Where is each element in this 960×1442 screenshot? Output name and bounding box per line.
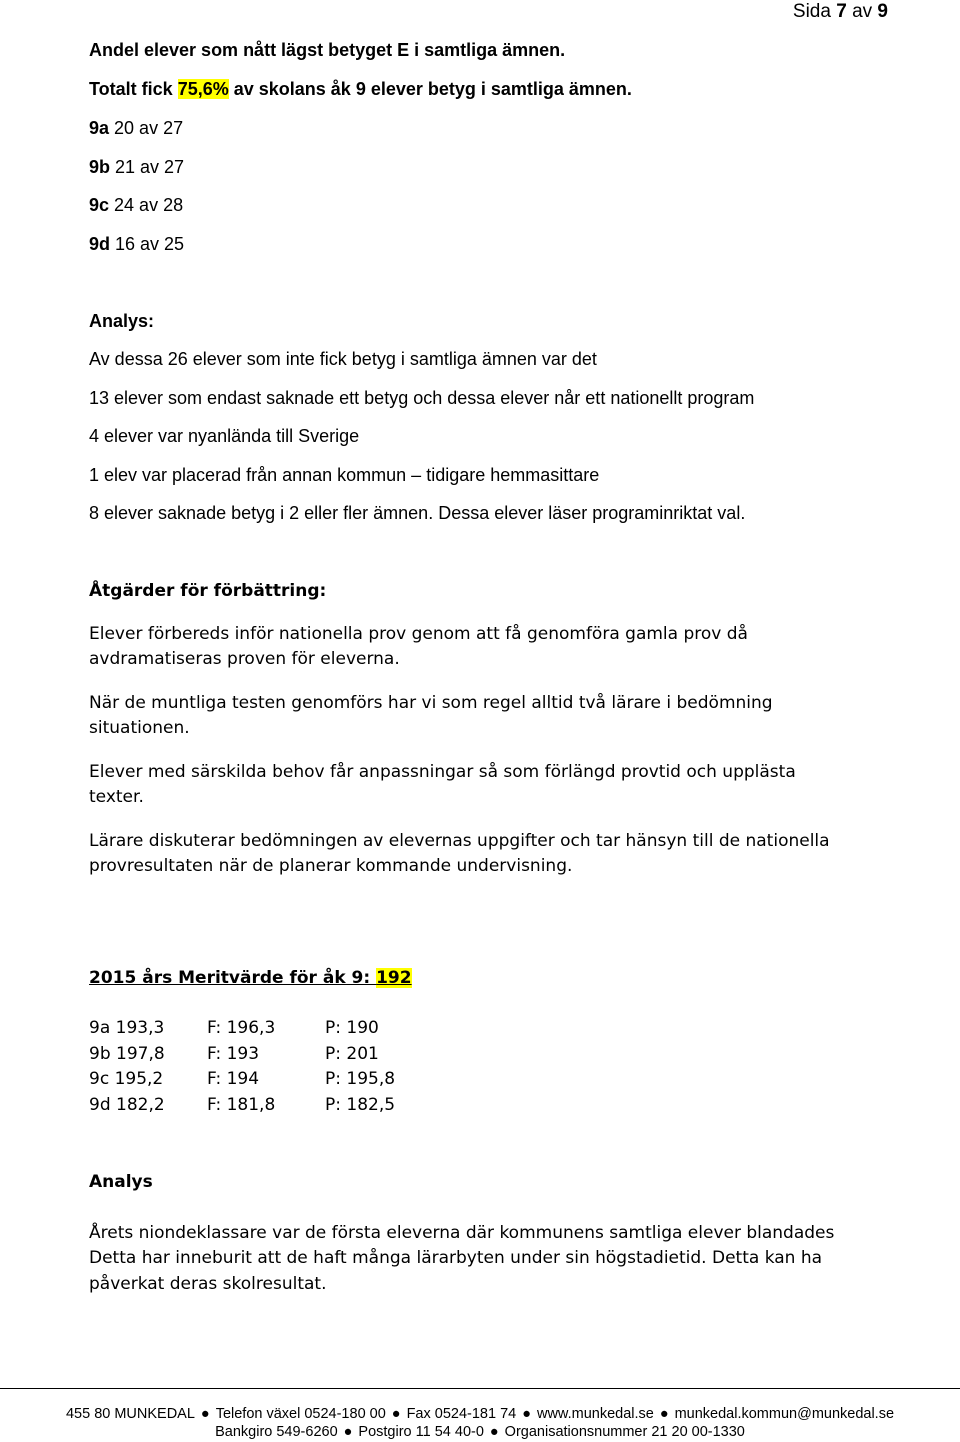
merit-boys: P: 201 — [325, 1043, 379, 1064]
merit-row — [89, 1016, 395, 1042]
footer-bankgiro: Bankgiro 549-6260 — [215, 1424, 338, 1440]
class-row — [89, 231, 184, 257]
merit-total: 9a 193,3 — [89, 1018, 165, 1038]
class-result: 21 av 27 — [110, 157, 185, 177]
merit-girls: F: 181,8 — [207, 1094, 276, 1115]
analysis-heading: Analys: — [89, 311, 155, 331]
measure-paragraph-line: När de muntliga testen genomförs har vi som regel alltid två lärare i bedömning — [89, 693, 773, 713]
merit-heading — [89, 965, 412, 991]
footer-website-link[interactable]: www.munkedal.se — [536, 1406, 654, 1422]
page-total: 9 — [877, 1, 888, 22]
analysis2-line: Detta har inneburit att de haft många lärarbyten under sin högstadietid. Detta kan ha — [89, 1248, 823, 1268]
measure-paragraph-line: Elever förbereds inför nationella prov genom att få genomföra gamla prov då — [89, 624, 748, 644]
merit-heading-value: 192 — [376, 968, 412, 988]
merit-table — [89, 1016, 395, 1118]
merit-total: 9d 182,2 — [89, 1094, 165, 1115]
bullet-icon: ● — [489, 1424, 499, 1440]
merit-boys: P: 190 — [325, 1018, 379, 1038]
measure-paragraph-line: avdramatiseras proven för eleverna. — [89, 649, 400, 669]
footer-line-2 — [0, 1423, 960, 1441]
page-number-separator: av — [846, 1, 878, 22]
footer-address: 455 80 MUNKEDAL — [65, 1406, 195, 1422]
class-row — [89, 115, 183, 141]
footer-org-number: Organisationsnummer 21 20 00-1330 — [504, 1424, 745, 1440]
page-current: 7 — [836, 1, 847, 22]
merit-row — [89, 1093, 395, 1119]
merit-boys: P: 195,8 — [325, 1069, 396, 1089]
bullet-icon: ● — [522, 1406, 531, 1422]
class-result: 16 av 25 — [110, 234, 185, 254]
merit-girls: F: 196,3 — [207, 1018, 276, 1038]
footer-fax: Fax 0524-181 74 — [406, 1406, 517, 1422]
class-row — [89, 154, 184, 180]
merit-heading-label: 2015 års Meritvärde för åk 9: — [89, 968, 377, 988]
class-row — [89, 192, 183, 218]
merit-girls: F: 194 — [207, 1069, 260, 1089]
class-result: 24 av 28 — [109, 195, 184, 215]
analysis2-line: Årets niondeklassare var de första eleverna där kommunens samtliga elever blandades — [89, 1223, 835, 1243]
analysis-line: 13 elever som endast saknade ett betyg och dessa elever når ett nationellt program — [89, 388, 755, 408]
measure-paragraph-line: texter. — [89, 787, 144, 807]
class-name: 9a — [89, 118, 110, 138]
measure-paragraph-line: Lärare diskuterar bedömningen av elevernas uppgifter och tar hänsyn till de nationella — [89, 831, 830, 851]
bullet-icon: ● — [200, 1406, 210, 1422]
merit-total: 9c 195,2 — [89, 1069, 164, 1089]
bullet-icon: ● — [343, 1424, 353, 1440]
footer-divider — [0, 1388, 960, 1389]
merit-girls: F: 193 — [207, 1043, 260, 1064]
total-prefix: Totalt fick — [89, 79, 178, 99]
bullet-icon: ● — [659, 1406, 669, 1422]
measure-paragraph-line: provresultaten när de planerar kommande undervisning. — [89, 856, 573, 876]
merit-total: 9b 197,8 — [89, 1043, 165, 1064]
total-value: 75,6% — [177, 79, 229, 99]
page-number-prefix: Sida — [792, 1, 837, 22]
footer-phone: Telefon växel 0524-180 00 — [215, 1406, 386, 1422]
footer-postgiro: Postgiro 11 54 40-0 — [358, 1424, 484, 1440]
merit-row — [89, 1042, 395, 1068]
section-heading: Andel elever som nått lägst betyget E i samtliga ämnen. — [89, 40, 566, 60]
analysis2-heading: Analys — [89, 1172, 153, 1192]
class-name: 9c — [89, 195, 110, 215]
class-result: 20 av 27 — [109, 118, 184, 138]
measure-paragraph-line: situationen. — [89, 718, 190, 738]
class-name: 9b — [89, 157, 111, 177]
total-suffix: av skolans åk 9 elever betyg i samtliga ämnen. — [228, 79, 632, 99]
analysis2-line: påverkat deras skolresultat. — [89, 1274, 327, 1294]
merit-boys: P: 182,5 — [325, 1094, 396, 1115]
footer-line-1 — [0, 1405, 960, 1423]
page-number — [793, 0, 888, 24]
analysis-line: 1 elev var placerad från annan kommun – tidigare hemmasittare — [89, 465, 600, 485]
measures-heading: Åtgärder för förbättring: — [89, 581, 327, 601]
bullet-icon: ● — [391, 1406, 401, 1422]
measure-paragraph-line: Elever med särskilda behov får anpassningar så som förlängd provtid och upplästa — [89, 762, 796, 782]
analysis-line: Av dessa 26 elever som inte fick betyg i samtliga ämnen var det — [89, 349, 597, 369]
total-summary — [89, 76, 632, 102]
class-name: 9d — [89, 234, 111, 254]
analysis-line: 4 elever var nyanlända till Sverige — [89, 426, 360, 446]
merit-row — [89, 1067, 395, 1093]
analysis-line: 8 elever saknade betyg i 2 eller fler ämnen. Dessa elever läser programinriktat val. — [89, 503, 746, 523]
footer-email-link[interactable]: munkedal.kommun@munkedal.se — [674, 1406, 895, 1422]
